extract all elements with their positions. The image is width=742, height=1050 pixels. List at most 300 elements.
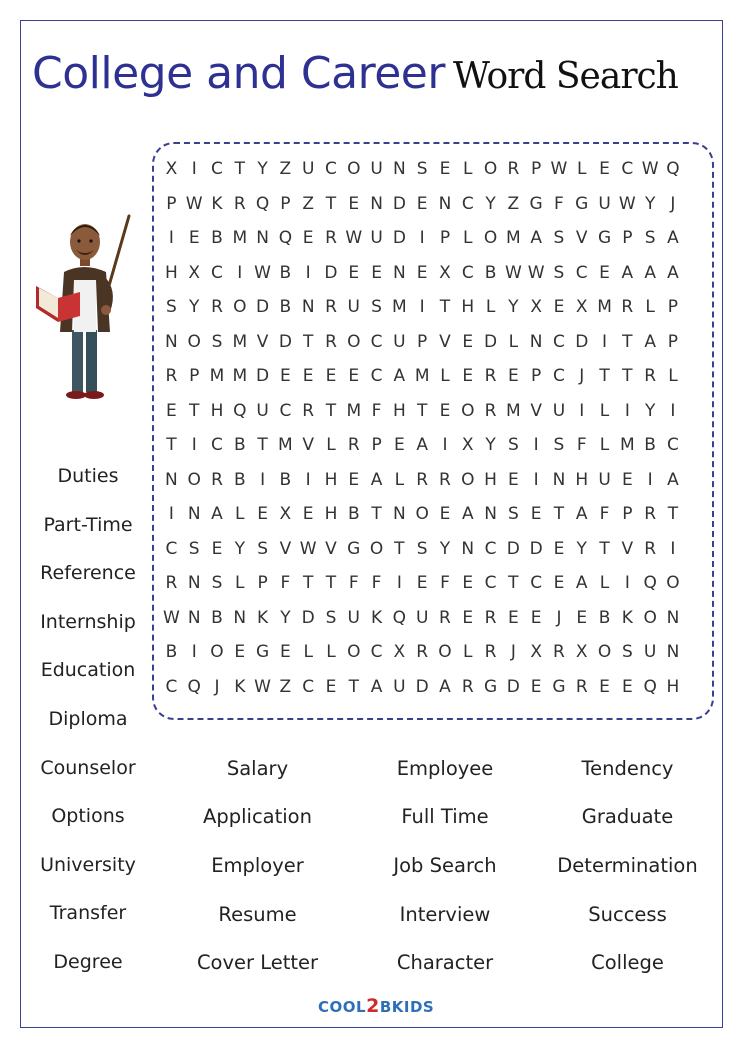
grid-cell[interactable]: L bbox=[599, 435, 610, 456]
grid-cell[interactable]: U bbox=[301, 159, 315, 180]
grid-cell[interactable]: G bbox=[597, 228, 612, 249]
grid-cell[interactable]: Q bbox=[187, 676, 201, 697]
grid-cell[interactable]: O bbox=[347, 159, 361, 180]
grid-cell[interactable]: Q bbox=[643, 676, 657, 697]
grid-cell[interactable]: A bbox=[211, 504, 223, 525]
grid-cell[interactable]: E bbox=[416, 573, 428, 594]
grid-cell[interactable]: T bbox=[325, 573, 337, 594]
grid-cell[interactable]: U bbox=[370, 159, 383, 180]
grid-cell[interactable]: A bbox=[575, 573, 588, 594]
grid-cell[interactable]: N bbox=[393, 504, 406, 525]
grid-cell[interactable]: L bbox=[463, 642, 473, 663]
grid-cell[interactable]: B bbox=[233, 435, 246, 456]
grid-cell[interactable]: M bbox=[597, 297, 612, 318]
grid-cell[interactable]: R bbox=[461, 676, 474, 697]
grid-cell[interactable]: R bbox=[302, 400, 315, 421]
grid-cell[interactable]: E bbox=[530, 504, 542, 525]
grid-cell[interactable]: U bbox=[256, 400, 269, 421]
grid-cell[interactable]: M bbox=[414, 366, 430, 387]
grid-cell[interactable]: D bbox=[392, 228, 406, 249]
grid-cell[interactable]: F bbox=[554, 193, 564, 214]
grid-cell[interactable]: V bbox=[302, 435, 314, 456]
grid-cell[interactable]: R bbox=[439, 607, 451, 628]
grid-cell[interactable]: M bbox=[506, 400, 521, 421]
grid-cell[interactable]: S bbox=[211, 331, 223, 352]
grid-cell[interactable]: R bbox=[325, 331, 337, 352]
grid-cell[interactable]: S bbox=[211, 573, 223, 594]
grid-cell[interactable]: B bbox=[347, 504, 360, 525]
grid-cell[interactable]: E bbox=[234, 642, 246, 663]
grid-cell[interactable]: X bbox=[279, 504, 292, 525]
grid-cell[interactable]: L bbox=[463, 228, 473, 249]
grid-cell[interactable]: O bbox=[233, 297, 247, 318]
grid-cell[interactable]: S bbox=[553, 262, 565, 283]
grid-cell[interactable]: I bbox=[191, 435, 197, 456]
grid-cell[interactable]: N bbox=[165, 469, 178, 490]
grid-cell[interactable]: R bbox=[575, 676, 588, 697]
grid-cell[interactable]: C bbox=[211, 159, 223, 180]
grid-cell[interactable]: E bbox=[348, 262, 360, 283]
grid-cell[interactable]: P bbox=[439, 228, 451, 249]
grid-cell[interactable]: S bbox=[257, 538, 268, 559]
grid-cell[interactable]: K bbox=[234, 676, 246, 697]
grid-cell[interactable]: C bbox=[530, 573, 543, 594]
grid-cell[interactable]: E bbox=[599, 262, 610, 283]
grid-cell[interactable]: G bbox=[347, 538, 361, 559]
grid-cell[interactable]: O bbox=[347, 642, 361, 663]
grid-cell[interactable]: N bbox=[256, 228, 269, 249]
grid-cell[interactable]: R bbox=[165, 573, 178, 594]
grid-cell[interactable]: L bbox=[394, 469, 405, 490]
grid-cell[interactable]: E bbox=[553, 297, 565, 318]
grid-cell[interactable]: E bbox=[325, 366, 337, 387]
grid-cell[interactable]: R bbox=[211, 297, 223, 318]
grid-cell[interactable]: Y bbox=[644, 400, 656, 421]
grid-cell[interactable]: I bbox=[670, 400, 676, 421]
grid-cell[interactable]: B bbox=[598, 607, 611, 628]
grid-cell[interactable]: L bbox=[326, 642, 336, 663]
grid-cell[interactable]: E bbox=[325, 676, 337, 697]
grid-cell[interactable]: B bbox=[279, 469, 292, 490]
grid-cell[interactable]: S bbox=[416, 159, 428, 180]
grid-cell[interactable]: A bbox=[530, 228, 542, 249]
grid-cell[interactable]: A bbox=[644, 331, 656, 352]
grid-cell[interactable]: I bbox=[419, 297, 425, 318]
grid-cell[interactable]: E bbox=[416, 193, 428, 214]
grid-cell[interactable]: D bbox=[415, 676, 429, 697]
grid-cell[interactable]: B bbox=[484, 262, 497, 283]
grid-cell[interactable]: G bbox=[575, 193, 589, 214]
grid-cell[interactable]: E bbox=[439, 400, 451, 421]
grid-cell[interactable]: E bbox=[462, 331, 474, 352]
grid-cell[interactable]: R bbox=[165, 366, 178, 387]
grid-cell[interactable]: E bbox=[507, 366, 519, 387]
grid-cell[interactable]: T bbox=[302, 573, 314, 594]
grid-cell[interactable]: Q bbox=[392, 607, 407, 628]
grid-cell[interactable]: I bbox=[191, 159, 197, 180]
grid-cell[interactable]: N bbox=[393, 262, 406, 283]
grid-cell[interactable]: N bbox=[529, 331, 543, 352]
grid-cell[interactable]: W bbox=[618, 193, 636, 214]
grid-cell[interactable]: W bbox=[162, 607, 180, 628]
grid-cell[interactable]: E bbox=[462, 607, 474, 628]
grid-cell[interactable]: O bbox=[666, 573, 680, 594]
grid-cell[interactable]: D bbox=[324, 262, 338, 283]
grid-cell[interactable]: F bbox=[576, 435, 587, 456]
grid-cell[interactable]: R bbox=[233, 193, 246, 214]
grid-cell[interactable]: A bbox=[416, 435, 428, 456]
grid-cell[interactable]: W bbox=[504, 262, 522, 283]
grid-cell[interactable]: J bbox=[579, 366, 585, 387]
grid-cell[interactable]: S bbox=[553, 435, 565, 456]
grid-cell[interactable]: D bbox=[506, 538, 520, 559]
grid-cell[interactable]: H bbox=[461, 297, 475, 318]
grid-cell[interactable]: M bbox=[232, 366, 248, 387]
grid-cell[interactable]: W bbox=[299, 538, 317, 559]
grid-cell[interactable]: F bbox=[440, 573, 450, 594]
grid-cell[interactable]: H bbox=[324, 469, 338, 490]
grid-cell[interactable]: O bbox=[369, 538, 384, 559]
grid-cell[interactable]: P bbox=[667, 331, 679, 352]
grid-cell[interactable]: C bbox=[666, 435, 679, 456]
grid-cell[interactable]: P bbox=[622, 504, 633, 525]
grid-cell[interactable]: H bbox=[165, 262, 178, 283]
grid-cell[interactable]: L bbox=[235, 504, 245, 525]
grid-cell[interactable]: E bbox=[393, 435, 405, 456]
grid-cell[interactable]: T bbox=[302, 331, 314, 352]
grid-cell[interactable]: S bbox=[325, 607, 337, 628]
grid-cell[interactable]: I bbox=[670, 538, 676, 559]
grid-cell[interactable]: H bbox=[210, 400, 224, 421]
grid-cell[interactable]: J bbox=[670, 193, 676, 214]
grid-cell[interactable]: N bbox=[393, 159, 406, 180]
grid-cell[interactable]: E bbox=[211, 538, 223, 559]
grid-cell[interactable]: O bbox=[347, 331, 361, 352]
grid-cell[interactable]: N bbox=[370, 193, 383, 214]
grid-cell[interactable]: W bbox=[641, 159, 659, 180]
grid-cell[interactable]: A bbox=[667, 228, 679, 249]
grid-cell[interactable]: D bbox=[529, 538, 543, 559]
grid-cell[interactable]: E bbox=[530, 607, 542, 628]
grid-cell[interactable]: A bbox=[667, 262, 679, 283]
grid-cell[interactable]: V bbox=[439, 331, 451, 352]
grid-cell[interactable]: Z bbox=[302, 193, 314, 214]
grid-cell[interactable]: J bbox=[556, 607, 562, 628]
grid-cell[interactable]: R bbox=[644, 538, 657, 559]
grid-cell[interactable]: C bbox=[575, 262, 588, 283]
grid-cell[interactable]: N bbox=[461, 538, 475, 559]
grid-cell[interactable]: Y bbox=[234, 538, 245, 559]
grid-cell[interactable]: C bbox=[370, 331, 383, 352]
grid-cell[interactable]: Q bbox=[233, 400, 247, 421]
grid-cell[interactable]: L bbox=[463, 159, 473, 180]
grid-cell[interactable]: E bbox=[416, 262, 428, 283]
grid-cell[interactable]: S bbox=[416, 538, 428, 559]
grid-cell[interactable]: T bbox=[508, 573, 519, 594]
grid-cell[interactable]: A bbox=[667, 469, 679, 490]
grid-cell[interactable]: S bbox=[188, 538, 200, 559]
grid-cell[interactable]: E bbox=[348, 469, 360, 490]
grid-cell[interactable]: S bbox=[553, 228, 565, 249]
grid-cell[interactable]: Y bbox=[280, 607, 291, 628]
grid-cell[interactable]: A bbox=[575, 504, 588, 525]
grid-cell[interactable]: T bbox=[553, 504, 565, 525]
grid-cell[interactable]: L bbox=[326, 435, 336, 456]
grid-cell[interactable]: I bbox=[168, 228, 174, 249]
grid-cell[interactable]: B bbox=[211, 607, 223, 628]
grid-cell[interactable]: O bbox=[187, 331, 201, 352]
grid-cell[interactable]: R bbox=[416, 642, 429, 663]
grid-cell[interactable]: G bbox=[529, 193, 543, 214]
grid-cell[interactable]: S bbox=[371, 297, 382, 318]
grid-cell[interactable]: L bbox=[508, 331, 519, 352]
grid-cell[interactable]: Y bbox=[189, 297, 200, 318]
grid-cell[interactable]: Q bbox=[666, 159, 680, 180]
grid-cell[interactable]: F bbox=[599, 504, 610, 525]
grid-cell[interactable]: P bbox=[417, 331, 428, 352]
grid-cell[interactable]: H bbox=[666, 676, 680, 697]
grid-cell[interactable]: N bbox=[438, 193, 452, 214]
grid-cell[interactable]: N bbox=[187, 607, 201, 628]
grid-cell[interactable]: E bbox=[507, 469, 519, 490]
grid-cell[interactable]: L bbox=[577, 159, 587, 180]
grid-cell[interactable]: I bbox=[442, 435, 448, 456]
grid-cell[interactable]: T bbox=[234, 159, 245, 180]
grid-cell[interactable]: T bbox=[599, 366, 610, 387]
grid-cell[interactable]: E bbox=[280, 366, 291, 387]
grid-cell[interactable]: D bbox=[256, 366, 270, 387]
grid-cell[interactable]: P bbox=[189, 366, 200, 387]
grid-cell[interactable]: E bbox=[576, 607, 588, 628]
grid-cell[interactable]: T bbox=[189, 400, 200, 421]
grid-cell[interactable]: X bbox=[393, 642, 406, 663]
grid-cell[interactable]: C bbox=[211, 435, 223, 456]
grid-cell[interactable]: R bbox=[484, 607, 497, 628]
grid-cell[interactable]: C bbox=[484, 538, 497, 559]
grid-cell[interactable]: T bbox=[394, 538, 405, 559]
grid-cell[interactable]: A bbox=[644, 262, 656, 283]
grid-cell[interactable]: G bbox=[255, 642, 270, 663]
grid-cell[interactable]: O bbox=[483, 159, 498, 180]
grid-cell[interactable]: Y bbox=[576, 538, 587, 559]
grid-cell[interactable]: E bbox=[462, 573, 474, 594]
grid-cell[interactable]: T bbox=[325, 400, 337, 421]
grid-cell[interactable]: E bbox=[621, 676, 633, 697]
grid-cell[interactable]: B bbox=[644, 435, 656, 456]
grid-cell[interactable]: R bbox=[325, 228, 337, 249]
grid-cell[interactable]: L bbox=[235, 573, 245, 594]
grid-cell[interactable]: T bbox=[439, 297, 451, 318]
grid-cell[interactable]: C bbox=[461, 193, 474, 214]
grid-cell[interactable]: H bbox=[575, 469, 589, 490]
grid-cell[interactable]: R bbox=[621, 297, 634, 318]
grid-cell[interactable]: A bbox=[393, 366, 406, 387]
grid-cell[interactable]: R bbox=[484, 366, 497, 387]
grid-cell[interactable]: I bbox=[305, 262, 311, 283]
grid-cell[interactable]: E bbox=[553, 573, 565, 594]
grid-cell[interactable]: Q bbox=[278, 228, 293, 249]
grid-cell[interactable]: N bbox=[666, 642, 680, 663]
grid-cell[interactable]: O bbox=[643, 607, 657, 628]
grid-cell[interactable]: N bbox=[552, 469, 566, 490]
grid-cell[interactable]: I bbox=[305, 469, 311, 490]
grid-cell[interactable]: C bbox=[302, 676, 315, 697]
grid-cell[interactable]: N bbox=[187, 573, 201, 594]
grid-cell[interactable]: F bbox=[348, 573, 359, 594]
grid-cell[interactable]: E bbox=[439, 504, 451, 525]
grid-cell[interactable]: Y bbox=[644, 193, 656, 214]
grid-cell[interactable]: E bbox=[257, 504, 268, 525]
grid-cell[interactable]: K bbox=[621, 607, 633, 628]
grid-cell[interactable]: O bbox=[597, 642, 612, 663]
grid-cell[interactable]: R bbox=[644, 504, 657, 525]
grid-cell[interactable]: Z bbox=[279, 676, 292, 697]
grid-cell[interactable]: N bbox=[484, 504, 497, 525]
grid-cell[interactable]: R bbox=[439, 469, 451, 490]
grid-cell[interactable]: B bbox=[279, 262, 292, 283]
grid-cell[interactable]: C bbox=[211, 262, 223, 283]
grid-cell[interactable]: M bbox=[209, 366, 225, 387]
grid-cell[interactable]: U bbox=[347, 297, 360, 318]
grid-cell[interactable]: X bbox=[188, 262, 201, 283]
grid-cell[interactable]: C bbox=[621, 159, 634, 180]
grid-cell[interactable]: E bbox=[599, 159, 610, 180]
grid-cell[interactable]: R bbox=[347, 435, 360, 456]
grid-cell[interactable]: H bbox=[392, 400, 406, 421]
grid-cell[interactable]: P bbox=[531, 366, 542, 387]
grid-cell[interactable]: P bbox=[531, 159, 542, 180]
grid-cell[interactable]: E bbox=[371, 262, 382, 283]
grid-cell[interactable]: W bbox=[527, 262, 545, 283]
grid-cell[interactable]: C bbox=[279, 400, 292, 421]
grid-cell[interactable]: E bbox=[188, 228, 200, 249]
grid-cell[interactable]: L bbox=[599, 400, 610, 421]
grid-cell[interactable]: P bbox=[667, 297, 679, 318]
grid-cell[interactable]: G bbox=[483, 676, 498, 697]
grid-cell[interactable]: V bbox=[575, 228, 588, 249]
grid-cell[interactable]: E bbox=[599, 676, 610, 697]
grid-cell[interactable]: A bbox=[370, 469, 383, 490]
grid-cell[interactable]: K bbox=[370, 607, 383, 628]
grid-cell[interactable]: C bbox=[461, 262, 474, 283]
grid-cell[interactable]: Y bbox=[257, 159, 268, 180]
grid-cell[interactable]: R bbox=[416, 469, 429, 490]
grid-cell[interactable]: N bbox=[165, 331, 178, 352]
grid-cell[interactable]: P bbox=[257, 573, 268, 594]
grid-cell[interactable]: E bbox=[280, 642, 291, 663]
grid-cell[interactable]: L bbox=[303, 642, 313, 663]
grid-cell[interactable]: T bbox=[257, 435, 268, 456]
grid-cell[interactable]: A bbox=[439, 676, 451, 697]
grid-cell[interactable]: N bbox=[301, 297, 315, 318]
grid-cell[interactable]: P bbox=[166, 193, 177, 214]
grid-cell[interactable]: B bbox=[211, 228, 223, 249]
grid-cell[interactable]: D bbox=[256, 297, 270, 318]
grid-cell[interactable]: M bbox=[392, 297, 407, 318]
grid-cell[interactable]: X bbox=[530, 297, 542, 318]
grid-cell[interactable]: T bbox=[371, 504, 382, 525]
grid-cell[interactable]: T bbox=[166, 435, 177, 456]
grid-cell[interactable]: L bbox=[485, 297, 496, 318]
grid-cell[interactable]: T bbox=[348, 676, 359, 697]
grid-cell[interactable]: A bbox=[370, 676, 383, 697]
grid-cell[interactable]: L bbox=[599, 573, 610, 594]
grid-cell[interactable]: L bbox=[440, 366, 450, 387]
grid-cell[interactable]: U bbox=[370, 228, 383, 249]
grid-cell[interactable]: I bbox=[624, 573, 630, 594]
grid-cell[interactable]: I bbox=[237, 262, 243, 283]
grid-cell[interactable]: U bbox=[643, 642, 657, 663]
grid-cell[interactable]: I bbox=[419, 228, 425, 249]
grid-cell[interactable]: N bbox=[666, 607, 680, 628]
grid-cell[interactable]: M bbox=[506, 228, 521, 249]
grid-cell[interactable]: O bbox=[210, 642, 224, 663]
grid-cell[interactable]: T bbox=[416, 400, 428, 421]
grid-cell[interactable]: Y bbox=[485, 193, 496, 214]
grid-cell[interactable]: I bbox=[168, 504, 174, 525]
grid-cell[interactable]: W bbox=[254, 262, 271, 283]
grid-cell[interactable]: C bbox=[325, 159, 337, 180]
grid-cell[interactable]: N bbox=[187, 504, 201, 525]
grid-cell[interactable]: Y bbox=[508, 297, 519, 318]
grid-cell[interactable]: Y bbox=[485, 435, 496, 456]
grid-cell[interactable]: T bbox=[325, 193, 337, 214]
grid-cell[interactable]: X bbox=[530, 642, 542, 663]
grid-cell[interactable]: Q bbox=[643, 573, 657, 594]
grid-cell[interactable]: E bbox=[462, 366, 474, 387]
grid-cell[interactable]: I bbox=[602, 331, 608, 352]
grid-cell[interactable]: C bbox=[553, 331, 565, 352]
grid-cell[interactable]: B bbox=[233, 469, 246, 490]
grid-cell[interactable]: M bbox=[232, 331, 248, 352]
grid-cell[interactable]: J bbox=[214, 676, 220, 697]
grid-cell[interactable]: V bbox=[279, 538, 292, 559]
grid-cell[interactable]: V bbox=[325, 538, 337, 559]
grid-cell[interactable]: G bbox=[552, 676, 566, 697]
grid-cell[interactable]: X bbox=[165, 159, 178, 180]
grid-cell[interactable]: E bbox=[302, 228, 314, 249]
grid-cell[interactable]: U bbox=[552, 400, 566, 421]
grid-cell[interactable]: I bbox=[260, 469, 266, 490]
grid-cell[interactable]: A bbox=[461, 504, 474, 525]
grid-cell[interactable]: R bbox=[507, 159, 520, 180]
grid-cell[interactable]: R bbox=[484, 400, 497, 421]
grid-cell[interactable]: Z bbox=[279, 159, 292, 180]
grid-cell[interactable]: P bbox=[622, 228, 633, 249]
grid-cell[interactable]: I bbox=[396, 573, 402, 594]
grid-cell[interactable]: H bbox=[324, 504, 338, 525]
grid-cell[interactable]: E bbox=[507, 607, 519, 628]
grid-cell[interactable]: T bbox=[622, 366, 633, 387]
grid-cell[interactable]: X bbox=[461, 435, 474, 456]
grid-cell[interactable]: F bbox=[280, 573, 291, 594]
grid-cell[interactable]: X bbox=[575, 297, 588, 318]
grid-cell[interactable]: U bbox=[598, 193, 611, 214]
grid-cell[interactable]: U bbox=[347, 607, 360, 628]
grid-cell[interactable]: T bbox=[667, 504, 679, 525]
grid-cell[interactable]: E bbox=[302, 504, 314, 525]
grid-cell[interactable]: W bbox=[185, 193, 203, 214]
grid-cell[interactable]: J bbox=[510, 642, 516, 663]
grid-cell[interactable]: W bbox=[550, 159, 568, 180]
grid-cell[interactable]: Y bbox=[439, 538, 451, 559]
grid-cell[interactable]: M bbox=[278, 435, 293, 456]
grid-cell[interactable]: D bbox=[392, 193, 406, 214]
grid-cell[interactable]: S bbox=[166, 297, 177, 318]
grid-cell[interactable]: C bbox=[553, 366, 565, 387]
grid-cell[interactable]: R bbox=[325, 297, 337, 318]
grid-cell[interactable]: D bbox=[484, 331, 498, 352]
